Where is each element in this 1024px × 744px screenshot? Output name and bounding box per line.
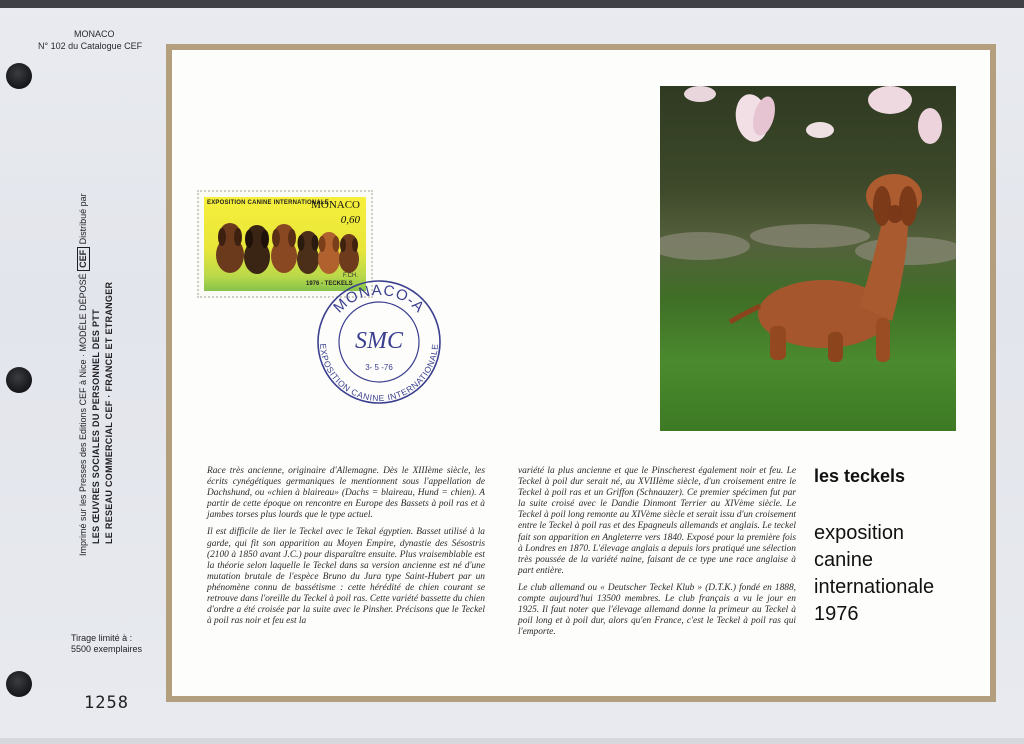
stamp-heading: EXPOSITION CANINE INTERNATIONALE — [207, 200, 329, 206]
article-column-1 — [207, 466, 485, 633]
bottom-edge-strip — [0, 738, 1024, 744]
catalog-reference — [38, 28, 143, 52]
article-column-2 — [518, 466, 796, 644]
postmark-cancellation — [306, 276, 452, 406]
dog-3 — [271, 224, 297, 273]
gravel-bed — [660, 224, 956, 265]
article-paragraph: Race très ancienne, originaire d'Allemagne. Dès le XIIIème siècle, les écrits cynégétiques germaniques le mentionnent sous l'appellation de Dachshund, ou «chien à blaireau» (Dachs = blaireau, Hund = chien). A partir de cette époque on rencontre en Europe des Bassets à poil ras et à jambes torses plus lourds que le type actuel. — [207, 466, 485, 521]
magnolia-flowers — [684, 86, 942, 144]
stamp-country: MONACO — [311, 199, 360, 211]
catalog-country: MONACO — [74, 29, 115, 39]
cef-logo: CEF — [77, 247, 90, 271]
dachshund — [730, 174, 922, 362]
stamp-face-value: 0,60 — [340, 214, 360, 226]
card-title: les teckels — [814, 466, 906, 486]
dog-1 — [216, 223, 244, 273]
dog-2 — [244, 225, 270, 274]
publisher-sidebar — [77, 116, 116, 556]
catalog-number: N° 102 du Catalogue CEF — [38, 41, 143, 51]
print-run-note: Tirage limité à : 5500 exemplaires — [71, 633, 143, 654]
distributor-line-1: LES ŒUVRES SOCIALES DU PERSONNEL DES PTT — [91, 309, 101, 544]
postmark-monogram: SMC — [355, 328, 403, 354]
sheet-number: 1258 — [84, 693, 129, 713]
card-subtitle: exposition canine internationale 1976 — [814, 522, 935, 625]
dog-4 — [297, 231, 319, 274]
dachshund-photo — [660, 86, 956, 431]
postmark-event: EXPOSITION CANINE INTERNATIONALE — [317, 343, 441, 404]
dog-5 — [318, 232, 340, 274]
top-edge-strip — [0, 0, 1024, 8]
binder-hole-bottom — [6, 671, 32, 697]
binder-hole-top — [6, 63, 32, 89]
stamp-artist-signature: F.CH. — [343, 273, 358, 279]
postmark-date: 3- 5 -76 — [365, 363, 393, 372]
publisher-line: Imprimé sur les Presses des Editions CEF à Nice · MODÈLE DÉPOSÉ CEF Distribué par — [78, 193, 88, 556]
article-paragraph: Le club allemand ou « Deutscher Teckel Klub » (D.T.K.) fondé en 1888, compte aujourd'hui 13500 membres. Le club français a vu le jour en 1925. Il faut noter que l'élevage allemand donne la primeur au Teckel à poil long et à poil dur, alors qu'en France, c'est le Teckel à poil ras qui l'emporte. — [518, 582, 796, 638]
stamp-caption: 1976 - TECKELS — [306, 281, 353, 287]
postmark-town: MONACO-A — [330, 281, 428, 317]
article-paragraph: variété la plus ancienne et que le Pinscherest également noir et feu. Le Teckel à poil dur serait né, au XVIIIème siècle, d'un croisement entre le Teckel à poil ras et un Griffon (Schnauzer). Ce premier spécimen fut par la suite croisé avec le Dandie Dinmont Terrier au XIVème siècle. Le Teckel à poil long remonte au XIVème siècle et serait issu d'un croisement entre le Teckel à poil ras et des Epagneuls allemands et anglais. Le teckel fait son apparition en Angleterre vers 1840. Exposé pour la première fois à Londres en 1870. L'élevage anglais a depuis lors pratiqué une sélection très poussée de la variété naine, faisant de ce type une race anglaise à part entière. — [518, 466, 796, 576]
binder-hole-middle — [6, 367, 32, 393]
article-paragraph: Il est difficile de lier le Teckel avec le Tekal égyptien. Basset utilisé à la garde, qui fit son apparition au Moyen Empire, dynastie des Sésostris (2100 à 1850 avant J.C.) pour disparaître ensuite. Plus vraisemblable est la théorie selon laquelle le Teckel dans sa version ancienne est né d'une mutation brutale de l'espèce Bruno du Jura type Saint-Hubert par un phénomène connu de bassétisme : cette hérédité de chien courant se retrouve dans l'oreille du Teckel à poil ras. Cette variété bassette du chien d'ordre a été croisée par la suite avec le Pinsher. Précisons que le Teckel à poil ras noir et feu est la — [207, 527, 485, 627]
dog-6 — [339, 234, 359, 273]
distributor-line-2: LE RESEAU COMMERCIAL CEF · FRANCE ET ETRANGER — [104, 281, 114, 544]
